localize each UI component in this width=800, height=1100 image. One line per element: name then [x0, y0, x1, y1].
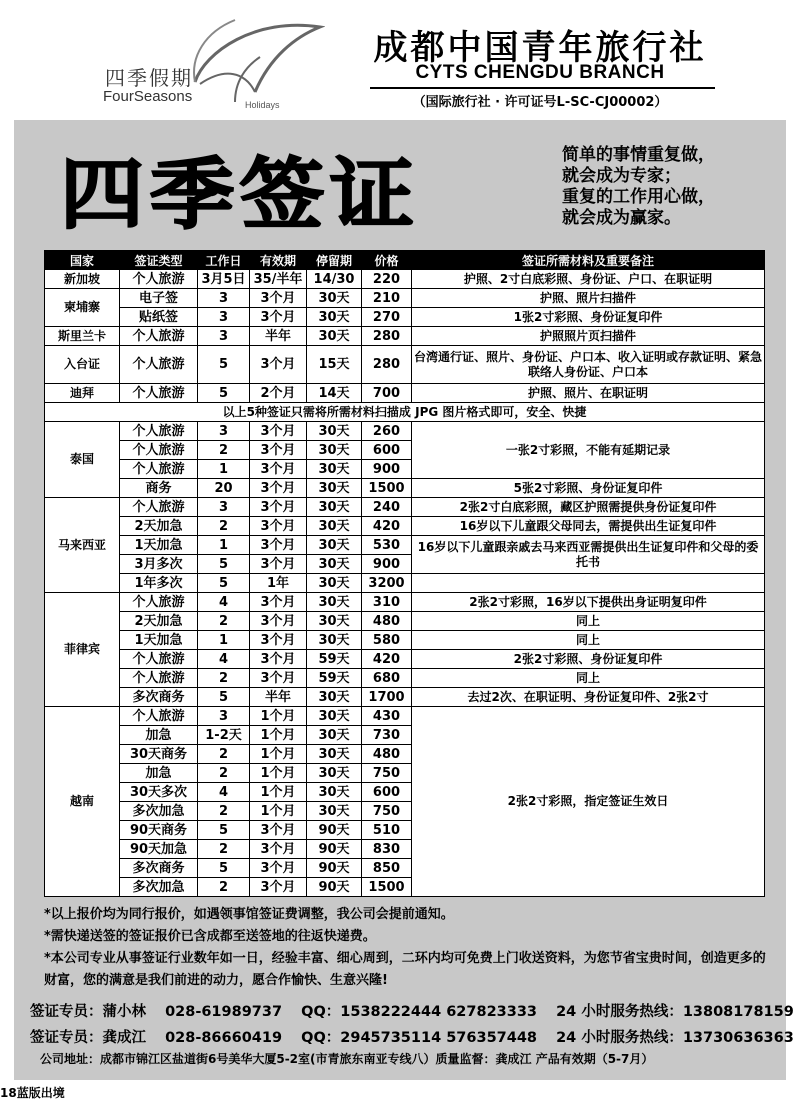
stay-cell: 14天	[307, 384, 362, 403]
workdays-cell: 3	[198, 422, 250, 441]
visa-type-cell: 个人旅游	[120, 669, 198, 688]
country-cell: 菲律宾	[45, 593, 120, 707]
price-cell: 420	[362, 517, 412, 536]
table-row	[45, 346, 765, 384]
validity-cell: 3个月	[250, 878, 307, 897]
validity-cell: 3个月	[250, 346, 307, 384]
contact-qq: QQ：1538222444 627823333	[301, 1004, 538, 1020]
price-cell: 600	[362, 441, 412, 460]
page-header	[0, 0, 800, 120]
workdays-cell: 2	[198, 764, 250, 783]
notes-cell: 台湾通行证、照片、身份证、户口本、收入证明或存款证明、紧急联络人身份证、户口本	[412, 346, 765, 384]
validity-cell: 3个月	[250, 669, 307, 688]
visa-type-cell: 90天商务	[120, 821, 198, 840]
contact-name: 签证专员：龚成江	[30, 1030, 146, 1046]
table-row	[45, 517, 765, 536]
workdays-cell: 2	[198, 669, 250, 688]
table-row	[45, 593, 765, 612]
stay-cell: 90天	[307, 821, 362, 840]
notes-cell: 5张2寸彩照、身份证复印件	[412, 479, 765, 498]
notes-cell: 同上	[412, 631, 765, 650]
workdays-cell: 5	[198, 821, 250, 840]
visa-type-cell: 电子签	[120, 289, 198, 308]
price-cell: 260	[362, 422, 412, 441]
visa-type-cell: 加急	[120, 726, 198, 745]
workdays-cell: 4	[198, 783, 250, 802]
notes-cell: 2张2寸彩照、身份证复印件	[412, 650, 765, 669]
workdays-cell: 5	[198, 384, 250, 403]
country-cell: 新加坡	[45, 270, 120, 289]
company-address: 公司地址：成都市锦江区盐道街6号美华大厦5-2室(市青旅东南亚专线八）质量监督：龚成江 产品有效期（5-7月）	[40, 1052, 654, 1066]
visa-type-cell: 个人旅游	[120, 650, 198, 669]
visa-type-cell: 1年多次	[120, 574, 198, 593]
price-cell: 420	[362, 650, 412, 669]
validity-cell: 3个月	[250, 612, 307, 631]
table-row	[45, 688, 765, 707]
header-price: 价格	[362, 251, 412, 270]
validity-cell: 35/半年	[250, 270, 307, 289]
price-cell: 510	[362, 821, 412, 840]
logo-english-text: FourSeasons	[103, 88, 193, 105]
visa-type-cell: 个人旅游	[120, 327, 198, 346]
price-cell: 480	[362, 745, 412, 764]
country-cell: 越南	[45, 707, 120, 897]
price-cell: 850	[362, 859, 412, 878]
header-validity: 有效期	[250, 251, 307, 270]
notes-cell: 16岁以下儿童跟父母同去，需提供出生证复印件	[412, 517, 765, 536]
price-cell: 1700	[362, 688, 412, 707]
visa-type-cell: 3月多次	[120, 555, 198, 574]
price-cell: 480	[362, 612, 412, 631]
notes-cell: 护照、照片、在职证明	[412, 384, 765, 403]
visa-type-cell: 个人旅游	[120, 384, 198, 403]
stay-cell: 90天	[307, 878, 362, 897]
validity-cell: 3个月	[250, 840, 307, 859]
stay-cell: 30天	[307, 745, 362, 764]
table-row	[45, 308, 765, 327]
visa-type-cell: 多次商务	[120, 688, 198, 707]
validity-cell: 3个月	[250, 631, 307, 650]
notes-cell: 护照照片页扫描件	[412, 327, 765, 346]
stay-cell: 30天	[307, 726, 362, 745]
divider	[370, 87, 715, 89]
stay-cell: 90天	[307, 840, 362, 859]
notes-cell: 护照、2寸白底彩照、身份证、户口、在职证明	[412, 270, 765, 289]
visa-price-table	[44, 250, 765, 897]
validity-cell: 3个月	[250, 460, 307, 479]
validity-cell: 3个月	[250, 650, 307, 669]
contact-name: 签证专员：蒲小林	[30, 1004, 146, 1020]
workdays-cell: 1-2天	[198, 726, 250, 745]
workdays-cell: 3	[198, 308, 250, 327]
workdays-cell: 2	[198, 612, 250, 631]
price-cell: 830	[362, 840, 412, 859]
header-workdays: 工作日	[198, 251, 250, 270]
price-cell: 900	[362, 555, 412, 574]
table-row	[45, 612, 765, 631]
stay-cell: 30天	[307, 802, 362, 821]
stay-cell: 30天	[307, 536, 362, 555]
table-header-row	[45, 251, 765, 270]
banner-title: 四季签证	[60, 149, 421, 240]
table-row	[45, 403, 765, 422]
validity-cell: 3个月	[250, 479, 307, 498]
price-cell: 220	[362, 270, 412, 289]
table-row	[45, 650, 765, 669]
contact-phone: 028-86660419	[165, 1030, 283, 1046]
validity-cell: 3个月	[250, 859, 307, 878]
workdays-cell: 20	[198, 479, 250, 498]
country-cell: 入台证	[45, 346, 120, 384]
stay-cell: 30天	[307, 289, 362, 308]
workdays-cell: 5	[198, 574, 250, 593]
visa-type-cell: 2天加急	[120, 517, 198, 536]
notes-cell: 2张2寸彩照，指定签证生效日	[412, 707, 765, 897]
price-cell: 430	[362, 707, 412, 726]
visa-type-cell: 个人旅游	[120, 498, 198, 517]
validity-cell: 3个月	[250, 536, 307, 555]
country-cell: 马来西亚	[45, 498, 120, 593]
workdays-cell: 2	[198, 517, 250, 536]
workdays-cell: 4	[198, 593, 250, 612]
workdays-cell: 2	[198, 745, 250, 764]
contact-line	[30, 1000, 794, 1026]
validity-cell: 半年	[250, 688, 307, 707]
notes-cell: 去过2次、在职证明、身份证复印件、2张2寸	[412, 688, 765, 707]
notes-cell: 同上	[412, 669, 765, 688]
footnote: *以上报价均为同行报价，如遇领事馆签证费调整，我公司会提前通知。	[44, 907, 454, 922]
four-seasons-logo	[95, 12, 325, 110]
contact-hotline: 24 小时服务热线：13808178159	[556, 1004, 794, 1020]
stay-cell: 14/30	[307, 270, 362, 289]
visa-type-cell: 个人旅游	[120, 441, 198, 460]
stay-cell: 30天	[307, 479, 362, 498]
price-cell: 240	[362, 498, 412, 517]
price-cell: 680	[362, 669, 412, 688]
price-cell: 1500	[362, 479, 412, 498]
visa-type-cell: 30天商务	[120, 745, 198, 764]
country-cell: 泰国	[45, 422, 120, 498]
validity-cell: 1个月	[250, 802, 307, 821]
contact-hotline: 24 小时服务热线：13730636363	[556, 1030, 794, 1046]
table-row	[45, 498, 765, 517]
price-cell: 280	[362, 327, 412, 346]
price-cell: 750	[362, 802, 412, 821]
price-cell: 210	[362, 289, 412, 308]
validity-cell: 1个月	[250, 707, 307, 726]
validity-cell: 1个月	[250, 745, 307, 764]
contact-qq: QQ：2945735114 576357448	[301, 1030, 538, 1046]
stay-cell: 30天	[307, 574, 362, 593]
validity-cell: 3个月	[250, 555, 307, 574]
price-cell: 580	[362, 631, 412, 650]
table-row	[45, 384, 765, 403]
validity-cell: 半年	[250, 327, 307, 346]
contacts	[30, 1000, 794, 1052]
table-body	[45, 270, 765, 897]
workdays-cell: 2	[198, 840, 250, 859]
header-country: 国家	[45, 251, 120, 270]
stay-cell: 15天	[307, 346, 362, 384]
table-row	[45, 536, 765, 555]
notes-cell	[412, 574, 765, 593]
visa-type-cell: 个人旅游	[120, 707, 198, 726]
workdays-cell: 2	[198, 441, 250, 460]
price-cell: 700	[362, 384, 412, 403]
table-row	[45, 327, 765, 346]
workdays-cell: 5	[198, 555, 250, 574]
visa-type-cell: 个人旅游	[120, 270, 198, 289]
notes-cell: 1张2寸彩照、身份证复印件	[412, 308, 765, 327]
validity-cell: 3个月	[250, 821, 307, 840]
price-cell: 310	[362, 593, 412, 612]
visa-type-cell: 2天加急	[120, 612, 198, 631]
motto-line: 就会成为专家；	[562, 166, 681, 186]
table-row	[45, 707, 765, 726]
price-cell: 530	[362, 536, 412, 555]
visa-type-cell: 个人旅游	[120, 346, 198, 384]
visa-type-cell: 加急	[120, 764, 198, 783]
logo-holidays-text: Holidays	[245, 100, 280, 110]
validity-cell: 3个月	[250, 308, 307, 327]
notes-cell: 同上	[412, 612, 765, 631]
validity-cell: 1个月	[250, 764, 307, 783]
validity-cell: 1个月	[250, 783, 307, 802]
visa-type-cell: 90天加急	[120, 840, 198, 859]
stay-cell: 30天	[307, 441, 362, 460]
table-row	[45, 669, 765, 688]
workdays-cell: 2	[198, 802, 250, 821]
workdays-cell: 5	[198, 346, 250, 384]
stay-cell: 30天	[307, 631, 362, 650]
stay-cell: 30天	[307, 593, 362, 612]
visa-type-cell: 个人旅游	[120, 593, 198, 612]
table-row	[45, 574, 765, 593]
price-cell: 600	[362, 783, 412, 802]
workdays-cell: 3月5日	[198, 270, 250, 289]
workdays-cell: 3	[198, 707, 250, 726]
notes-cell: 16岁以下儿童跟亲戚去马来西亚需提供出生证复印件和父母的委托书	[412, 536, 765, 574]
workdays-cell: 1	[198, 631, 250, 650]
stay-cell: 30天	[307, 460, 362, 479]
stay-cell: 30天	[307, 783, 362, 802]
price-cell: 900	[362, 460, 412, 479]
price-cell: 750	[362, 764, 412, 783]
notes-cell: 2张2寸彩照，16岁以下提供出身证明复印件	[412, 593, 765, 612]
stay-cell: 90天	[307, 859, 362, 878]
workdays-cell: 5	[198, 859, 250, 878]
header-visa-type: 签证类型	[120, 251, 198, 270]
country-cell: 柬埔寨	[45, 289, 120, 327]
visa-type-cell: 1天加急	[120, 631, 198, 650]
footnote: *本公司专业从事签证行业数年如一日，经验丰富、细心周到，二环内均可免费上门收送资料，为您节省宝贵时间，创造更多的财富，您的满意是我们前进的动力，愿合作愉快、生意兴隆!	[44, 951, 766, 988]
table-row	[45, 479, 765, 498]
company-license: （国际旅行社 · 许可证号L-SC-CJ00002）	[412, 95, 668, 110]
table-row	[45, 270, 765, 289]
country-cell: 斯里兰卡	[45, 327, 120, 346]
visa-type-cell: 个人旅游	[120, 460, 198, 479]
header-notes: 签证所需材料及重要备注	[412, 251, 765, 270]
price-cell: 730	[362, 726, 412, 745]
visa-type-cell: 30天多次	[120, 783, 198, 802]
motto-line: 重复的工作用心做，	[562, 187, 715, 207]
validity-cell: 2个月	[250, 384, 307, 403]
workdays-cell: 5	[198, 688, 250, 707]
workdays-cell: 4	[198, 650, 250, 669]
validity-cell: 3个月	[250, 441, 307, 460]
motto-line: 就会成为赢家。	[562, 208, 681, 228]
stay-cell: 30天	[307, 422, 362, 441]
country-cell: 迪拜	[45, 384, 120, 403]
stay-cell: 30天	[307, 327, 362, 346]
footnotes	[44, 904, 774, 992]
validity-cell: 3个月	[250, 498, 307, 517]
company-name-en: CYTS CHENGDU BRANCH	[415, 62, 665, 83]
price-cell: 270	[362, 308, 412, 327]
table-row	[45, 422, 765, 441]
price-cell: 1500	[362, 878, 412, 897]
visa-type-cell: 多次加急	[120, 802, 198, 821]
notes-cell: 2张2寸白底彩照，藏区护照需提供身份证复印件	[412, 498, 765, 517]
stay-cell: 59天	[307, 650, 362, 669]
validity-cell: 1年	[250, 574, 307, 593]
notes-cell: 一张2寸彩照，不能有延期记录	[412, 422, 765, 479]
validity-cell: 1个月	[250, 726, 307, 745]
stay-cell: 30天	[307, 707, 362, 726]
workdays-cell: 1	[198, 536, 250, 555]
visa-type-cell: 1天加急	[120, 536, 198, 555]
stay-cell: 30天	[307, 308, 362, 327]
visa-type-cell: 多次商务	[120, 859, 198, 878]
workdays-cell: 2	[198, 878, 250, 897]
summary-cell: 以上5种签证只需将所需材料扫描成 JPG 图片格式即可，安全、快捷	[45, 403, 765, 422]
validity-cell: 3个月	[250, 593, 307, 612]
table-row	[45, 289, 765, 308]
motto-line: 简单的事情重复做，	[562, 145, 715, 165]
stay-cell: 30天	[307, 555, 362, 574]
workdays-cell: 3	[198, 289, 250, 308]
validity-cell: 3个月	[250, 289, 307, 308]
stay-cell: 59天	[307, 669, 362, 688]
validity-cell: 3个月	[250, 517, 307, 536]
contact-phone: 028-61989737	[165, 1004, 283, 1020]
validity-cell: 3个月	[250, 422, 307, 441]
contact-line	[30, 1026, 794, 1052]
visa-type-cell: 个人旅游	[120, 422, 198, 441]
workdays-cell: 1	[198, 460, 250, 479]
visa-type-cell: 多次加急	[120, 878, 198, 897]
stay-cell: 30天	[307, 688, 362, 707]
stay-cell: 30天	[307, 612, 362, 631]
visa-price-table-wrap	[44, 250, 764, 897]
visa-type-cell: 商务	[120, 479, 198, 498]
workdays-cell: 3	[198, 498, 250, 517]
notes-cell: 护照、照片扫描件	[412, 289, 765, 308]
stay-cell: 30天	[307, 498, 362, 517]
price-cell: 280	[362, 346, 412, 384]
header-stay: 停留期	[307, 251, 362, 270]
table-row	[45, 631, 765, 650]
footnote: *需快递送签的签证报价已含成都至送签地的往返快递费。	[44, 929, 376, 944]
stay-cell: 30天	[307, 764, 362, 783]
workdays-cell: 3	[198, 327, 250, 346]
stay-cell: 30天	[307, 517, 362, 536]
price-cell: 3200	[362, 574, 412, 593]
company-name-cn: 成都中国青年旅行社	[373, 28, 707, 68]
motto	[562, 145, 715, 229]
visa-type-cell: 贴纸签	[120, 308, 198, 327]
logo-chinese-text: 四季假期	[105, 66, 193, 90]
page-footer: 18蓝版出境	[0, 1086, 65, 1100]
